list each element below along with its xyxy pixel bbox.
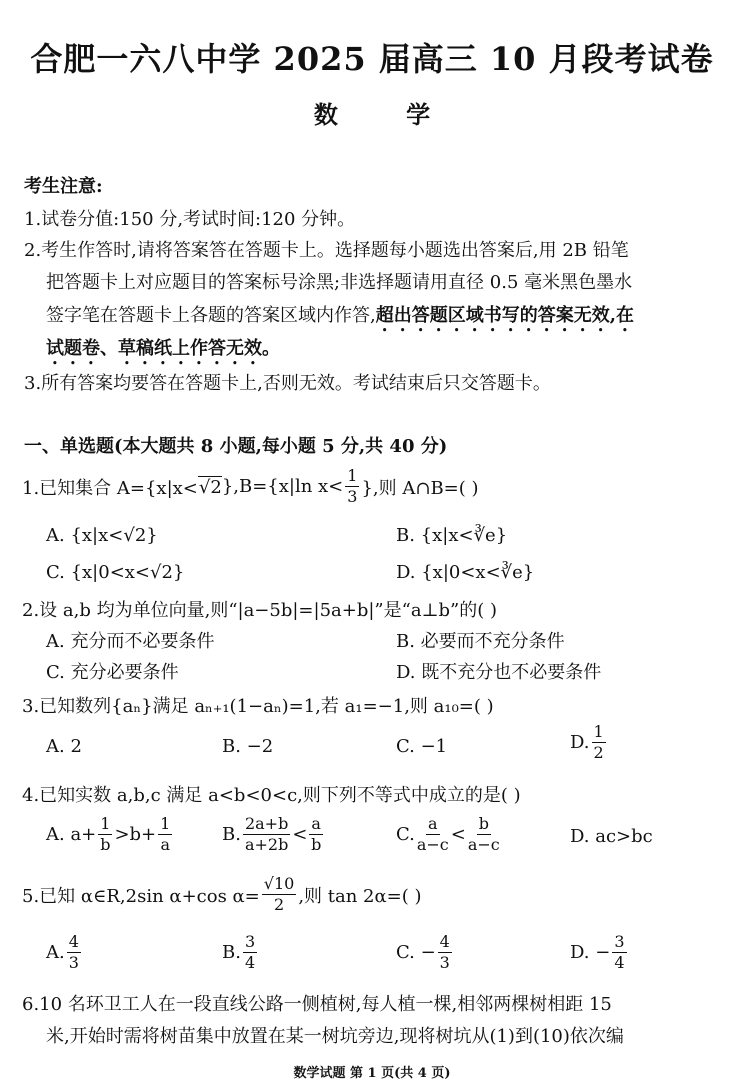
q5-a-den: 3: [68, 953, 79, 972]
q1-mid: },B={x|ln x<: [221, 476, 344, 497]
q5-c-num: 4: [439, 932, 450, 951]
q4-b-frac1: [243, 816, 290, 853]
q5-frac-den: 2: [273, 895, 285, 914]
q4-option-b: [222, 816, 325, 853]
q3-option-b: B. −2: [222, 736, 274, 757]
q5-a-label: A.: [46, 942, 65, 963]
question-5-stem: [22, 876, 422, 913]
q1-option-d: D. {x|0<x<∛e}: [396, 562, 535, 583]
q4-c-frac1: [417, 816, 449, 853]
q4-c-frac2: [468, 816, 500, 853]
q5-option-d: [570, 934, 629, 971]
page-footer: 数学试题 第 1 页(共 4 页): [293, 1066, 451, 1081]
q1-suffix: },则 A∩B=( ): [361, 477, 479, 499]
q5-suffix: ,则 tan 2α=( ): [298, 885, 422, 907]
q4-b-f1-den: a+2b: [244, 835, 289, 854]
q4-b-frac2: [309, 816, 323, 853]
q4-b-mid: <: [292, 824, 308, 845]
q4-a-f2-num: 1: [160, 814, 171, 833]
q5-c-den: 3: [439, 953, 450, 972]
q3-d-label: D.: [570, 732, 590, 753]
notice-item-2-line-3: [46, 301, 634, 336]
q5-b-label: B.: [222, 942, 241, 963]
q5-d-num: 3: [614, 932, 625, 951]
notice-item-2-line-2: 把答题卡上对应题目的答案标号涂黑;非选择题请用直径 0.5 毫米黑色墨水: [46, 272, 633, 293]
q5-frac-num: √10: [263, 874, 295, 893]
q4-a-label: A. a+: [46, 824, 97, 845]
q4-option-d: D. ac>bc: [570, 826, 653, 847]
question-6-line-2: 米,开始时需将树苗集中放置在某一树坑旁边,现将树坑从(1)到(10)依次编: [46, 1026, 624, 1047]
q4-c-f1-den: a−c: [416, 835, 449, 854]
q1-frac-num: 1: [347, 466, 358, 485]
notice-item-2-line-3-b: 超出答题区域书写的答案无效,在: [375, 305, 634, 326]
q3-option-a: A. 2: [46, 736, 82, 757]
q5-b-fraction: [243, 934, 257, 971]
q2-option-c: C. 充分必要条件: [46, 662, 179, 683]
q4-a-f1-num: 1: [100, 814, 111, 833]
q3-option-d: [570, 724, 608, 761]
q4-b-f2-num: a: [311, 814, 321, 833]
q4-a-f2-den: a: [160, 835, 170, 854]
q4-c-f1-num: a: [428, 814, 438, 833]
q5-b-den: 4: [244, 953, 256, 972]
question-4-stem: 4.已知实数 a,b,c 满足 a<b<0<c,则下列不等式中成立的是( ): [22, 785, 521, 806]
q2-option-a: A. 充分而不必要条件: [46, 631, 215, 652]
notice-item-3: 3.所有答案均要答在答题卡上,否则无效。考试结束后只交答题卡。: [24, 373, 551, 394]
notice-item-2-line-4: 试题卷、草稿纸上作答无效。: [46, 338, 280, 359]
q5-c-fraction: [438, 934, 452, 971]
q4-c-f2-den: a−c: [467, 835, 500, 854]
exam-title: 合肥一六八中学 2025 届高三 10 月段考试卷: [30, 40, 714, 78]
q5-prefix: 5.已知 α∈R,2sin α+cos α=: [22, 885, 260, 907]
question-2-stem: 2.设 a,b 均为单位向量,则“|a−5b|=|5a+b|”是“a⊥b”的( ): [22, 600, 497, 621]
q5-option-c: [396, 934, 454, 971]
q2-option-b: B. 必要而不充分条件: [396, 631, 565, 652]
q4-option-a: [46, 816, 174, 853]
section-1-heading: 一、单选题(本大题共 8 小题,每小题 5 分,共 40 分): [24, 436, 448, 457]
q1-option-b: B. {x|x<∛e}: [396, 525, 508, 546]
q4-a-frac1: [98, 816, 112, 853]
q4-a-f1-den: b: [100, 835, 111, 854]
q3-option-c: C. −1: [396, 736, 448, 757]
q3-d-num: 1: [593, 722, 604, 741]
notice-heading: 考生注意:: [24, 176, 103, 197]
q1-option-a: A. {x|x<√2}: [46, 525, 158, 546]
q1-fraction: [345, 468, 359, 505]
q1-sqrt2: √2: [198, 476, 222, 498]
q3-d-fraction: [592, 724, 606, 761]
q5-b-num: 3: [244, 932, 256, 951]
q4-option-c: [396, 816, 502, 853]
q2-option-d: D. 既不充分也不必要条件: [396, 662, 602, 683]
exam-subject: 数 学: [313, 100, 461, 129]
question-6-line-1: 6.10 名环卫工人在一段直线公路一侧植树,每人植一棵,相邻两棵树相距 15: [22, 994, 612, 1015]
q5-option-a: [46, 934, 83, 971]
q3-d-den: 2: [593, 743, 604, 762]
question-1-stem: [22, 468, 479, 505]
q5-option-b: [222, 934, 259, 971]
q1-option-c: C. {x|0<x<√2}: [46, 562, 185, 583]
q4-b-f2-den: b: [311, 835, 322, 854]
q1-frac-den: 3: [347, 487, 358, 506]
q5-fraction: [262, 876, 297, 913]
question-3-stem: 3.已知数列{aₙ}满足 aₙ₊₁(1−aₙ)=1,若 a₁=−1,则 a₁₀=( ): [22, 696, 494, 717]
q4-c-mid: <: [450, 824, 466, 845]
notice-item-2-line-3-a: 签字笔在答题卡上各题的答案区域内作答,: [46, 305, 376, 326]
notice-item-1: 1.试卷分值:150 分,考试时间:120 分钟。: [24, 209, 356, 230]
q4-b-f1-num: 2a+b: [244, 814, 289, 833]
q4-a-frac2: [158, 816, 172, 853]
q5-d-den: 4: [614, 953, 625, 972]
q5-a-fraction: [67, 934, 81, 971]
q5-d-fraction: [612, 934, 626, 971]
notice-item-2-line-1: 2.考生作答时,请将答案答在答题卡上。选择题每小题选出答案后,用 2B 铅笔: [24, 240, 629, 261]
q4-b-label: B.: [222, 824, 241, 845]
q5-c-label: C. −: [396, 942, 436, 963]
q4-c-f2-num: b: [478, 814, 489, 833]
q5-a-num: 4: [68, 932, 79, 951]
q4-a-mid: >b+: [114, 824, 157, 845]
q1-prefix: 1.已知集合 A={x|x<: [22, 477, 198, 499]
q4-c-label: C.: [396, 824, 415, 845]
q5-d-label: D. −: [570, 942, 611, 963]
